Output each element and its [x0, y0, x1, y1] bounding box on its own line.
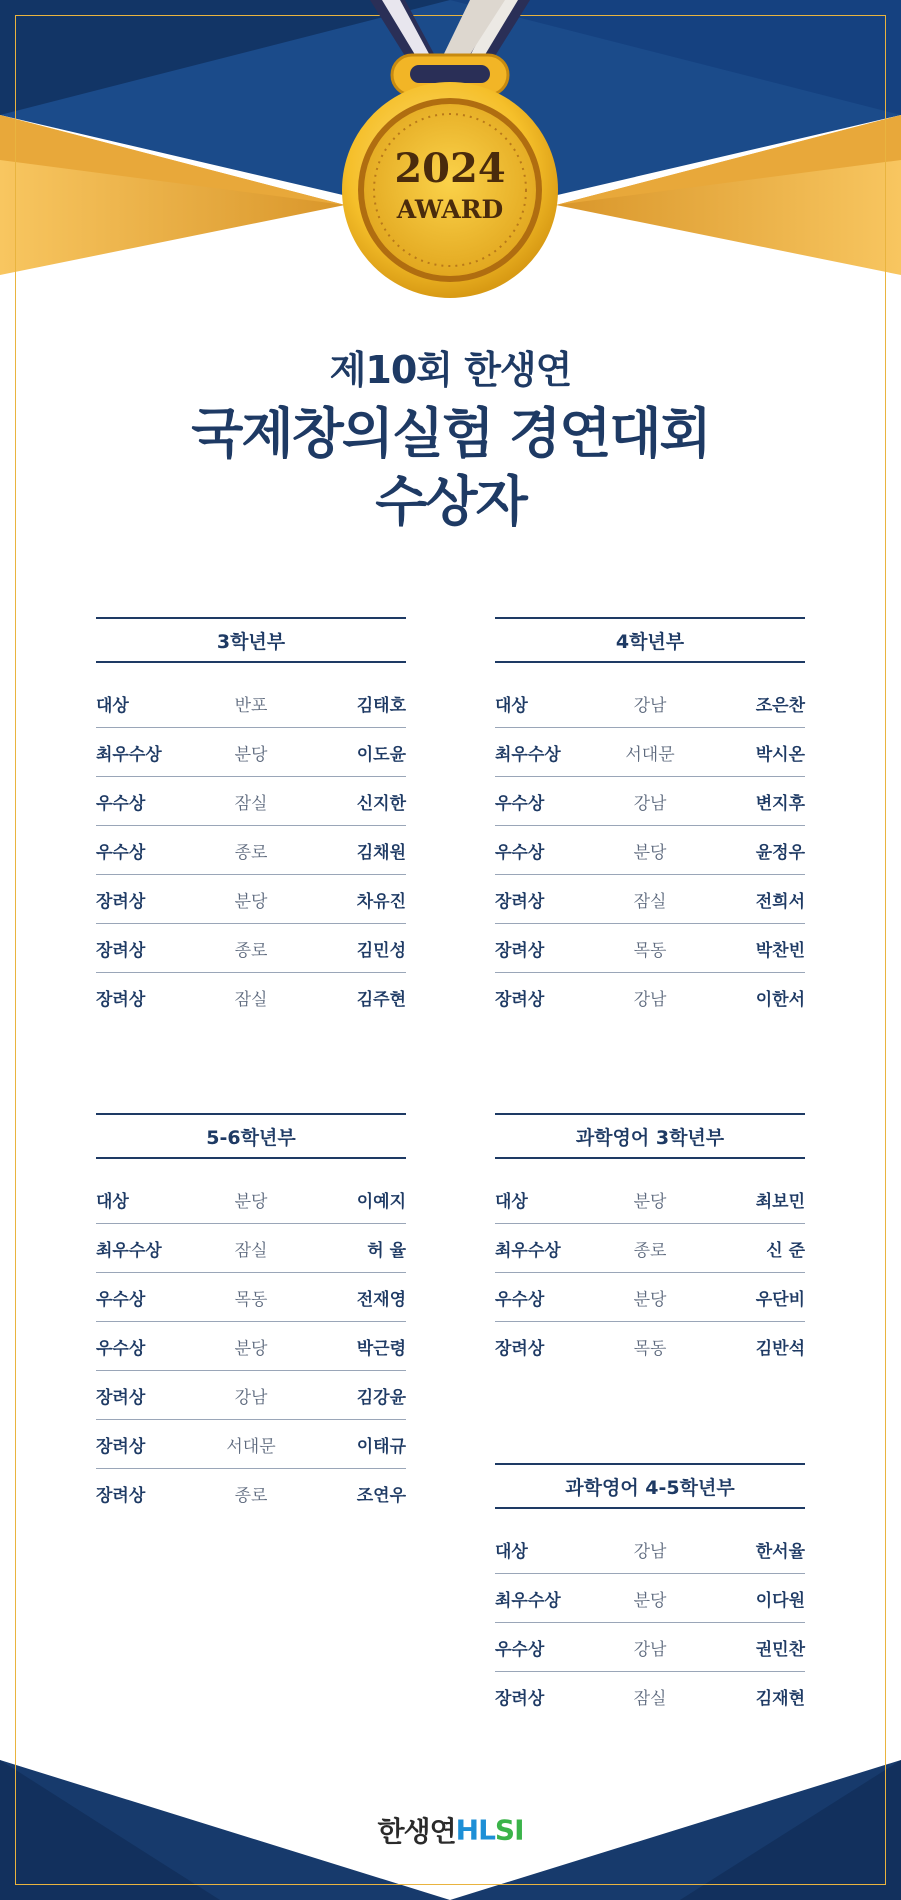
award-type: 장려상 [495, 891, 545, 912]
winner-name: 김반석 [755, 1339, 805, 1359]
award-type: 장려상 [495, 990, 545, 1010]
branch-name: 강남 [633, 695, 667, 716]
award-type: 우수상 [495, 793, 545, 814]
winner-row [495, 728, 805, 777]
branch-name: 강남 [633, 1639, 667, 1660]
branch-name: 강남 [633, 990, 667, 1010]
award-type: 대상 [495, 695, 528, 716]
winner-list [495, 1175, 805, 1371]
award-type: 대상 [495, 1191, 528, 1212]
winner-name: 김민성 [356, 940, 406, 961]
winner-list [96, 1175, 406, 1518]
section-grade-5-6 [96, 1113, 406, 1518]
winner-row [495, 973, 805, 1022]
page-title [0, 345, 901, 535]
winner-name: 차유진 [356, 891, 406, 912]
winner-name: 전희서 [755, 891, 805, 912]
section-heading: 과학영어 4-5학년부 [495, 1463, 805, 1509]
branch-name: 분당 [633, 1590, 667, 1611]
branch-name: 분당 [234, 744, 268, 765]
logo-english-green-part: SI [494, 1813, 524, 1847]
winner-name: 김재현 [755, 1689, 805, 1709]
winner-row [96, 1420, 406, 1469]
winner-row [495, 875, 805, 924]
winner-name: 최보민 [755, 1191, 805, 1212]
award-type: 최우수상 [96, 744, 162, 765]
award-type: 최우수상 [495, 1240, 561, 1261]
branch-name: 서대문 [625, 744, 675, 765]
winner-row [495, 924, 805, 973]
winner-name: 윤정우 [755, 842, 805, 863]
branch-name: 강남 [234, 1387, 268, 1408]
winner-name: 이다원 [755, 1590, 805, 1611]
winner-name: 김강윤 [356, 1387, 406, 1408]
branch-name: 잠실 [633, 1689, 667, 1709]
winner-row [96, 1371, 406, 1420]
winner-name: 조연우 [356, 1486, 406, 1506]
winner-row [495, 1175, 805, 1224]
award-type: 우수상 [96, 1338, 146, 1359]
winner-row [495, 1672, 805, 1721]
branch-name: 분당 [633, 842, 667, 863]
section-grade-3 [96, 617, 406, 1022]
section-science-english-grade-3 [495, 1113, 805, 1371]
winner-name: 권민찬 [755, 1639, 805, 1660]
logo-english-text [456, 1814, 524, 1847]
winner-row [96, 973, 406, 1022]
branch-name: 목동 [234, 1289, 268, 1310]
award-type: 최우수상 [495, 744, 561, 765]
award-type: 최우수상 [495, 1590, 561, 1611]
section-grade-4 [495, 617, 805, 1022]
winner-name: 김주현 [356, 990, 406, 1010]
logo-english-blue-part: HL [455, 1813, 495, 1847]
winner-name: 허 율 [367, 1240, 406, 1261]
winner-name: 신 준 [766, 1240, 805, 1261]
branch-name: 강남 [633, 1541, 667, 1562]
branch-name: 목동 [633, 940, 667, 961]
winner-row [495, 1273, 805, 1322]
branch-name: 목동 [633, 1339, 667, 1359]
winner-name: 변지후 [755, 793, 805, 814]
award-type: 장려상 [96, 1436, 146, 1457]
branch-name: 잠실 [234, 1240, 268, 1261]
branch-name: 분당 [234, 1191, 268, 1212]
award-type: 장려상 [96, 1387, 146, 1408]
branch-name: 잠실 [234, 793, 268, 814]
branch-name: 종로 [234, 1486, 268, 1506]
winner-row [96, 679, 406, 728]
winner-row [96, 826, 406, 875]
award-type: 최우수상 [96, 1240, 162, 1261]
award-type: 장려상 [495, 1689, 545, 1709]
branch-name: 서대문 [226, 1436, 276, 1457]
winner-row [96, 924, 406, 973]
branch-name: 분당 [633, 1191, 667, 1212]
branch-name: 반포 [234, 695, 268, 716]
winner-name: 우단비 [755, 1289, 805, 1310]
gold-medal-icon [330, 0, 570, 300]
branch-name: 강남 [633, 793, 667, 814]
award-type: 대상 [495, 1541, 528, 1562]
award-type: 우수상 [96, 1289, 146, 1310]
winner-row [495, 1224, 805, 1273]
section-heading: 3학년부 [96, 617, 406, 663]
winner-name: 김채원 [356, 842, 406, 863]
branch-name: 분당 [234, 891, 268, 912]
award-type: 장려상 [495, 940, 545, 961]
winner-name: 박찬빈 [755, 940, 805, 961]
award-type: 우수상 [96, 793, 146, 814]
award-type: 우수상 [96, 842, 146, 863]
winner-row [96, 728, 406, 777]
winner-name: 전재영 [356, 1289, 406, 1310]
winner-name: 이한서 [755, 990, 805, 1010]
award-type: 장려상 [96, 940, 146, 961]
winner-name: 한서율 [755, 1541, 805, 1562]
winner-row [96, 1175, 406, 1224]
winner-row [495, 1322, 805, 1371]
winner-row [495, 1525, 805, 1574]
winner-row [495, 777, 805, 826]
branch-name: 종로 [633, 1240, 667, 1261]
section-heading: 5-6학년부 [96, 1113, 406, 1159]
winner-name: 이도윤 [356, 744, 406, 765]
award-type: 우수상 [495, 1639, 545, 1660]
winner-name: 신지한 [356, 793, 406, 814]
winner-name: 이태규 [356, 1436, 406, 1457]
branch-name: 종로 [234, 940, 268, 961]
winner-row [96, 1224, 406, 1273]
branch-name: 분당 [633, 1289, 667, 1310]
winner-row [96, 777, 406, 826]
winner-name: 김태호 [356, 695, 406, 716]
award-type: 장려상 [96, 990, 146, 1010]
title-line-2: 국제창의실험 경연대회 [191, 402, 710, 465]
award-type: 장려상 [495, 1339, 545, 1359]
award-type: 대상 [96, 1191, 129, 1212]
section-heading: 4학년부 [495, 617, 805, 663]
section-heading: 과학영어 3학년부 [495, 1113, 805, 1159]
winner-name: 박시온 [755, 744, 805, 765]
award-type: 우수상 [495, 1289, 545, 1310]
winner-name: 조은찬 [755, 695, 805, 716]
winner-row [495, 826, 805, 875]
winner-name: 이예지 [356, 1191, 406, 1212]
winner-list [495, 679, 805, 1022]
medal-label: AWARD [396, 195, 504, 224]
winner-row [96, 875, 406, 924]
winner-row [96, 1273, 406, 1322]
branch-name: 분당 [234, 1338, 268, 1359]
branch-name: 잠실 [633, 891, 667, 912]
winner-list [495, 1525, 805, 1721]
title-line-1: 제10회 한생연 [329, 348, 572, 392]
hlsi-logo [0, 1810, 901, 1850]
winner-row [495, 679, 805, 728]
branch-name: 잠실 [234, 990, 268, 1010]
award-type: 장려상 [96, 1486, 146, 1506]
winner-name: 박근령 [356, 1338, 406, 1359]
section-science-english-grade-4-5 [495, 1463, 805, 1721]
winner-row [96, 1469, 406, 1518]
award-type: 장려상 [96, 891, 146, 912]
logo-korean-text: 한생연 [377, 1815, 456, 1848]
branch-name: 종로 [234, 842, 268, 863]
title-line-3: 수상자 [375, 470, 526, 533]
winner-row [495, 1574, 805, 1623]
award-type: 우수상 [495, 842, 545, 863]
award-type: 대상 [96, 695, 129, 716]
winner-row [96, 1322, 406, 1371]
medal-year: 2024 [394, 145, 506, 192]
winner-row [495, 1623, 805, 1672]
winner-list [96, 679, 406, 1022]
